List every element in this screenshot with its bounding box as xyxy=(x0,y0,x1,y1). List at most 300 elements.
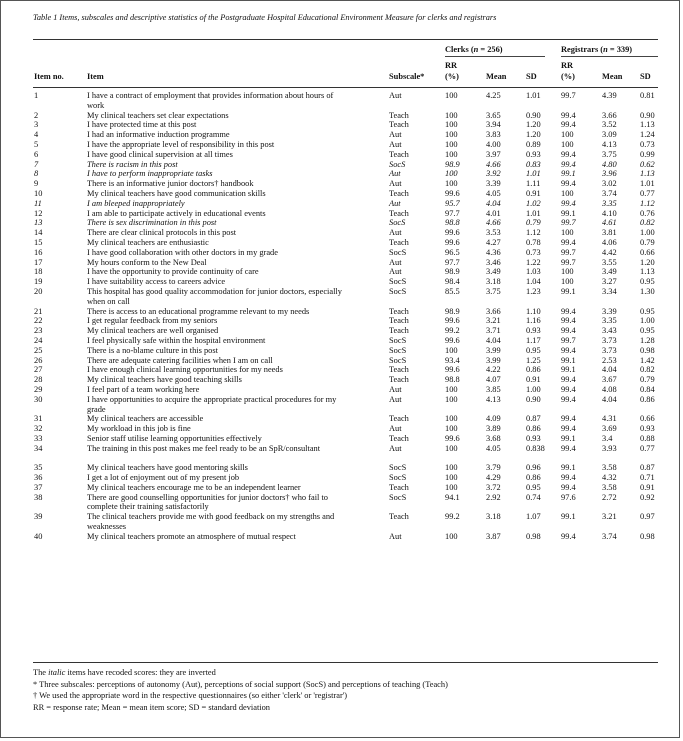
registrars-underline xyxy=(561,56,658,57)
subscale-header: Subscale* xyxy=(389,72,425,81)
registrars-rr-cell: 99.4 xyxy=(561,237,576,247)
table-row xyxy=(0,532,680,542)
clerks-mean-cell: 4.27 xyxy=(486,237,501,247)
registrars-rr-cell: 100 xyxy=(561,277,574,287)
registrars-sd-cell: 0.73 xyxy=(640,139,655,149)
subscale-cell: Aut xyxy=(389,130,402,140)
header-rule xyxy=(33,87,658,88)
clerks-mean-cell: 3.99 xyxy=(486,345,501,355)
table-row xyxy=(0,395,680,415)
item-text: My clinical teachers promote an atmosphere of mutual respect xyxy=(87,531,296,541)
subscale-cell: Teach xyxy=(389,120,409,130)
item-number: 25 xyxy=(34,345,43,355)
item-text: I have enough clinical learning opportunities for my needs xyxy=(87,365,283,375)
registrars-rr-cell: 99.1 xyxy=(561,208,576,218)
registrars-mean-cell: 3.93 xyxy=(602,443,617,453)
subscale-cell: Teach xyxy=(389,110,409,120)
registrars-rr-cell: 99.7 xyxy=(561,257,576,267)
clerks-mean-cell: 4.04 xyxy=(486,335,501,345)
subscale-cell: SocS xyxy=(389,473,407,483)
item-number: 3 xyxy=(34,120,39,130)
clerks-rr-cell: 99.2 xyxy=(445,512,460,522)
table-row xyxy=(0,238,680,248)
clerks-rr-cell: 100 xyxy=(445,149,458,159)
registrars-rr-cell: 100 xyxy=(561,139,574,149)
item-number: 32 xyxy=(34,424,43,434)
registrars-group-header xyxy=(561,45,632,54)
clerks-n-symbol: n xyxy=(473,45,479,54)
registrars-sd-cell: 1.13 xyxy=(640,169,655,179)
item-text: There are adequate catering facilities when I am on call xyxy=(87,355,273,365)
registrars-sd-cell: 1.20 xyxy=(640,257,655,267)
item-text: I get regular feedback from my seniors xyxy=(87,316,218,326)
clerks-sd-cell: 0.93 xyxy=(526,326,541,336)
subscale-cell: Aut xyxy=(389,198,401,208)
clerks-mean-cell: 3.92 xyxy=(486,169,501,179)
item-number: 7 xyxy=(34,159,39,169)
subscale-cell: Teach xyxy=(389,365,409,375)
clerks-count: = 256) xyxy=(478,45,503,54)
clerks-rr-cell: 99.6 xyxy=(445,237,460,247)
subscale-cell: Aut xyxy=(389,179,402,189)
item-text: I have suitability access to careers advice xyxy=(87,277,226,287)
clerks-mean-cell: 4.05 xyxy=(486,188,501,198)
clerks-mean-cell: 3.75 xyxy=(486,286,501,296)
registrars-prefix: Registrars ( xyxy=(561,45,604,54)
clerks-mean-cell: 3.53 xyxy=(486,228,501,238)
clerks-mean-cell: 3.72 xyxy=(486,482,501,492)
item-number: 16 xyxy=(34,247,43,257)
clerks-rr-cell: 100 xyxy=(445,139,458,149)
registrars-mean-cell: 3.73 xyxy=(602,345,617,355)
clerks-rr-cell: 100 xyxy=(445,179,458,189)
subscale-cell: SocS xyxy=(389,277,407,287)
table-row xyxy=(0,258,680,268)
clerks-rr-header-line2: (%) xyxy=(445,72,459,81)
item-text: The clinical teachers provide me with good feedback on my strengths and weaknesses xyxy=(87,512,335,532)
registrars-rr-cell: 99.4 xyxy=(561,149,576,159)
subscale-cell: SocS xyxy=(389,218,406,228)
item-text: There are clear clinical protocols in this post xyxy=(87,228,237,238)
subscale-cell: Teach xyxy=(389,414,409,424)
registrars-mean-cell: 4.42 xyxy=(602,247,617,257)
registrars-sd-cell: 1.12 xyxy=(640,198,655,208)
clerks-mean-cell: 3.94 xyxy=(486,120,501,130)
registrars-rr-cell: 99.4 xyxy=(561,110,576,120)
registrars-sd-cell: 0.98 xyxy=(640,345,655,355)
item-number: 18 xyxy=(34,267,43,277)
table-row xyxy=(0,209,680,219)
registrars-rr-cell: 99.1 xyxy=(561,355,576,365)
registrars-mean-cell: 2.72 xyxy=(602,492,617,502)
clerks-sd-cell: 1.25 xyxy=(526,355,541,365)
item-number: 26 xyxy=(34,355,43,365)
clerks-sd-cell: 0.90 xyxy=(526,394,541,404)
clerks-mean-cell: 3.99 xyxy=(486,355,501,365)
clerks-rr-cell: 85.5 xyxy=(445,286,460,296)
registrars-rr-cell: 99.4 xyxy=(561,482,576,492)
registrars-n-symbol: n xyxy=(603,45,608,54)
item-number: 20 xyxy=(34,286,43,296)
item-number: 21 xyxy=(34,306,43,316)
clerks-mean-cell: 4.66 xyxy=(486,159,501,169)
registrars-sd-cell: 0.93 xyxy=(640,424,655,434)
item-number: 39 xyxy=(34,512,43,522)
registrars-mean-header: Mean xyxy=(602,72,623,81)
registrars-mean-cell: 4.31 xyxy=(602,414,617,424)
item-number: 38 xyxy=(34,492,43,502)
clerks-sd-cell: 1.23 xyxy=(526,286,541,296)
subscale-cell: SocS xyxy=(389,355,407,365)
clerks-rr-cell: 100 xyxy=(445,384,458,394)
table-row xyxy=(0,385,680,395)
item-text: My clinical teachers are well organised xyxy=(87,326,219,336)
abbreviation-note: RR = response rate; Mean = mean item score; SD = standard deviation xyxy=(33,702,270,712)
item-text: I have opportunities to acquire the appropriate practical procedures for my grade xyxy=(87,394,337,414)
clerks-sd-cell: 1.16 xyxy=(526,316,541,326)
subscale-cell: SocS xyxy=(389,345,407,355)
clerks-rr-cell: 96.5 xyxy=(445,247,460,257)
subscale-cell: Aut xyxy=(389,443,402,453)
clerks-sd-cell: 1.20 xyxy=(526,130,541,140)
registrars-sd-cell: 0.77 xyxy=(640,188,655,198)
clerks-rr-cell: 99.6 xyxy=(445,335,460,345)
item-number: 28 xyxy=(34,375,43,385)
dagger-note: † We used the appropriate word in the respective questionnaires (so either 'clerk' or 'registrar') xyxy=(33,691,348,701)
registrars-rr-cell: 100 xyxy=(561,188,574,198)
clerks-prefix: Clerks ( xyxy=(445,45,474,54)
clerks-mean-cell: 3.79 xyxy=(486,463,501,473)
item-text: My clinical teachers set clear expectations xyxy=(87,110,229,120)
clerks-mean-cell: 3.21 xyxy=(486,316,501,326)
table-row xyxy=(0,424,680,434)
item-number: 33 xyxy=(34,433,43,443)
item-number: 30 xyxy=(34,394,43,404)
clerks-sd-cell: 0.86 xyxy=(526,473,541,483)
clerks-rr-cell: 99.6 xyxy=(445,228,460,238)
clerks-sd-cell: 0.74 xyxy=(526,492,541,502)
clerks-mean-cell: 4.29 xyxy=(486,473,501,483)
registrars-rr-cell: 100 xyxy=(561,130,574,140)
clerks-mean-cell: 4.00 xyxy=(486,139,501,149)
registrars-mean-cell: 3.58 xyxy=(602,463,617,473)
item-text: I had an informative induction programme xyxy=(87,130,230,140)
registrars-rr-cell: 100 xyxy=(561,267,574,277)
clerks-mean-cell: 3.89 xyxy=(486,424,501,434)
registrars-sd-cell: 0.86 xyxy=(640,394,655,404)
table-row xyxy=(0,140,680,150)
item-number: 19 xyxy=(34,277,43,287)
subscale-cell: Aut xyxy=(389,169,401,179)
item-header: Item xyxy=(87,72,104,81)
registrars-sd-cell: 0.88 xyxy=(640,433,655,443)
table-row xyxy=(0,434,680,444)
clerks-sd-cell: 0.93 xyxy=(526,149,541,159)
table-row xyxy=(0,512,680,532)
clerks-sd-cell: 0.83 xyxy=(526,159,541,169)
clerks-sd-cell: 0.78 xyxy=(526,237,541,247)
item-number: 37 xyxy=(34,482,43,492)
registrars-mean-cell: 4.80 xyxy=(602,159,617,169)
clerks-rr-header-line1: RR xyxy=(445,61,458,70)
item-text: My clinical teachers are enthusiastic xyxy=(87,237,209,247)
table-row xyxy=(0,287,680,307)
registrars-sd-cell: 0.79 xyxy=(640,375,655,385)
registrars-rr-header-line2: (%) xyxy=(561,72,575,81)
registrars-rr-cell: 99.4 xyxy=(561,306,576,316)
subscale-cell: Aut xyxy=(389,228,402,238)
clerks-mean-cell: 4.22 xyxy=(486,365,501,375)
registrars-rr-cell: 99.1 xyxy=(561,169,576,179)
registrars-sd-cell: 0.66 xyxy=(640,247,655,257)
clerks-mean-cell: 4.07 xyxy=(486,375,501,385)
registrars-mean-cell: 3.74 xyxy=(602,188,617,198)
table-row xyxy=(0,267,680,277)
subscale-cell: Teach xyxy=(389,375,409,385)
registrars-mean-cell: 4.39 xyxy=(602,91,617,100)
registrars-mean-cell: 3.09 xyxy=(602,130,617,140)
subscale-cell: Teach xyxy=(389,306,409,316)
item-number: 4 xyxy=(34,130,39,140)
clerks-rr-cell: 100 xyxy=(445,531,458,541)
clerks-rr-cell: 100 xyxy=(445,345,458,355)
subscale-cell: Aut xyxy=(389,424,402,434)
clerks-rr-cell: 100 xyxy=(445,424,458,434)
item-number: 35 xyxy=(34,463,43,473)
clerks-rr-cell: 99.6 xyxy=(445,188,460,198)
subscale-cell: Aut xyxy=(389,267,402,277)
item-no-header: Item no. xyxy=(34,72,64,81)
registrars-rr-header-line1: RR xyxy=(561,61,574,70)
subscale-cell: Teach xyxy=(389,326,409,336)
clerks-rr-cell: 98.8 xyxy=(445,375,460,385)
clerks-mean-cell: 3.87 xyxy=(486,531,501,541)
item-text: My clinical teachers have good mentoring skills xyxy=(87,463,248,473)
subscale-cell: Aut xyxy=(389,139,402,149)
clerks-sd-cell: 0.98 xyxy=(526,531,541,541)
clerks-mean-cell: 3.49 xyxy=(486,267,501,277)
item-text: My workload in this job is fine xyxy=(87,424,191,434)
clerks-mean-cell: 4.01 xyxy=(486,208,501,218)
item-text: The training in this post makes me feel ready to be an SpR/consultant xyxy=(87,443,321,453)
clerks-sd-cell: 1.04 xyxy=(526,277,541,287)
item-number: 23 xyxy=(34,326,43,336)
clerks-rr-cell: 100 xyxy=(445,443,458,453)
registrars-sd-cell: 0.82 xyxy=(640,218,655,228)
registrars-rr-cell: 99.4 xyxy=(561,198,576,208)
table-row xyxy=(0,277,680,287)
table-row xyxy=(0,473,680,483)
registrars-mean-cell: 3.58 xyxy=(602,482,617,492)
clerks-rr-cell: 94.1 xyxy=(445,492,460,502)
registrars-sd-cell: 0.77 xyxy=(640,443,655,453)
registrars-mean-cell: 3.34 xyxy=(602,286,617,296)
clerks-sd-cell: 0.89 xyxy=(526,139,541,149)
clerks-rr-cell: 100 xyxy=(445,414,458,424)
clerks-rr-cell: 100 xyxy=(445,169,458,179)
clerks-sd-cell: 0.96 xyxy=(526,463,541,473)
registrars-rr-cell: 99.4 xyxy=(561,120,576,130)
item-text: I have the appropriate level of responsibility in this post xyxy=(87,139,275,149)
registrars-mean-cell: 4.61 xyxy=(602,218,617,228)
subscale-cell: Aut xyxy=(389,384,402,394)
item-text: I feel part of a team working here xyxy=(87,384,200,394)
registrars-mean-cell: 4.04 xyxy=(602,365,617,375)
table-row xyxy=(0,169,680,179)
registrars-rr-cell: 99.1 xyxy=(561,463,576,473)
registrars-mean-cell: 3.27 xyxy=(602,277,617,287)
registrars-rr-cell: 99.4 xyxy=(561,384,576,394)
registrars-mean-cell: 3.52 xyxy=(602,120,617,130)
italic-note-text: items have recoded scores: they are inverted xyxy=(65,668,216,677)
table-row xyxy=(0,91,680,111)
registrars-rr-cell: 99.4 xyxy=(561,443,576,453)
table-notes xyxy=(33,667,673,713)
clerks-underline xyxy=(445,56,545,57)
clerks-rr-cell: 100 xyxy=(445,91,458,100)
subscale-cell: Aut xyxy=(389,257,402,267)
registrars-mean-cell: 4.32 xyxy=(602,473,617,483)
clerks-mean-cell: 4.13 xyxy=(486,394,501,404)
clerks-sd-cell: 0.95 xyxy=(526,482,541,492)
registrars-mean-cell: 3.81 xyxy=(602,228,617,238)
table-row xyxy=(0,346,680,356)
clerks-sd-cell: 0.91 xyxy=(526,188,541,198)
registrars-mean-cell: 3.69 xyxy=(602,424,617,434)
item-number: 36 xyxy=(34,473,43,483)
table-row xyxy=(0,307,680,317)
clerks-mean-cell: 3.18 xyxy=(486,512,501,522)
table-row xyxy=(0,130,680,140)
clerks-mean-cell: 4.25 xyxy=(486,91,501,100)
table-row xyxy=(0,316,680,326)
registrars-rr-cell: 99.4 xyxy=(561,159,576,169)
table-row xyxy=(0,160,680,170)
registrars-mean-cell: 3.75 xyxy=(602,149,617,159)
item-text: My clinical teachers have good communication skills xyxy=(87,188,266,198)
clerks-sd-cell: 1.03 xyxy=(526,267,541,277)
clerks-rr-cell: 99.6 xyxy=(445,365,460,375)
registrars-mean-cell: 3.55 xyxy=(602,257,617,267)
registrars-sd-cell: 1.24 xyxy=(640,130,655,140)
italic-word: italic xyxy=(48,668,66,677)
registrars-mean-cell: 3.35 xyxy=(602,198,617,208)
item-number: 8 xyxy=(34,169,39,179)
clerks-mean-cell: 3.18 xyxy=(486,277,501,287)
item-number: 12 xyxy=(34,208,43,218)
registrars-sd-cell: 0.76 xyxy=(640,208,655,218)
registrars-sd-cell: 0.97 xyxy=(640,512,655,522)
item-text: This hospital has good quality accommodation for junior doctors, especially when on call xyxy=(87,286,342,306)
registrars-sd-cell: 0.84 xyxy=(640,384,655,394)
registrars-rr-cell: 99.1 xyxy=(561,365,576,375)
subscale-cell: SocS xyxy=(389,286,407,296)
item-number: 15 xyxy=(34,237,43,247)
clerks-mean-cell: 3.68 xyxy=(486,433,501,443)
subscale-cell: Teach xyxy=(389,188,409,198)
clerks-rr-cell: 93.4 xyxy=(445,355,460,365)
item-text: I am able to participate actively in educational events xyxy=(87,208,266,218)
italic-note: The italic items have recoded scores: they are inverted xyxy=(33,668,216,677)
registrars-sd-cell: 0.87 xyxy=(640,463,655,473)
subscale-cell: SocS xyxy=(389,463,407,473)
clerks-mean-cell: 2.92 xyxy=(486,492,501,502)
clerks-rr-cell: 100 xyxy=(445,463,458,473)
subscale-cell: Teach xyxy=(389,433,409,443)
item-text: I am bleeped inappropriately xyxy=(87,198,185,208)
clerks-mean-cell: 3.71 xyxy=(486,326,501,336)
table-row xyxy=(0,179,680,189)
subscale-cell: Aut xyxy=(389,531,402,541)
table-row xyxy=(0,218,680,228)
registrars-rr-cell: 99.1 xyxy=(561,512,576,522)
table-row xyxy=(0,111,680,121)
clerks-sd-cell: 1.00 xyxy=(526,384,541,394)
clerks-sd-header: SD xyxy=(526,72,537,81)
registrars-sd-cell: 0.92 xyxy=(640,492,655,502)
item-number: 27 xyxy=(34,365,43,375)
item-text: I have protected time at this post xyxy=(87,120,197,130)
subscale-cell: SocS xyxy=(389,247,407,257)
registrars-mean-cell: 3.96 xyxy=(602,169,617,179)
subscale-cell: Teach xyxy=(389,512,409,522)
registrars-mean-cell: 3.66 xyxy=(602,110,617,120)
registrars-mean-cell: 3.49 xyxy=(602,267,617,277)
table-row xyxy=(0,375,680,385)
subscale-cell: SocS xyxy=(389,335,407,345)
registrars-sd-cell: 0.99 xyxy=(640,149,655,159)
registrars-mean-cell: 3.35 xyxy=(602,316,617,326)
clerks-rr-cell: 99.6 xyxy=(445,316,460,326)
registrars-mean-cell: 4.06 xyxy=(602,237,617,247)
registrars-sd-cell: 1.01 xyxy=(640,179,655,189)
clerks-rr-cell: 100 xyxy=(445,120,458,130)
clerks-sd-cell: 1.01 xyxy=(526,91,541,100)
item-text: I have the opportunity to provide continuity of care xyxy=(87,267,259,277)
registrars-mean-cell: 4.08 xyxy=(602,384,617,394)
clerks-mean-cell: 3.83 xyxy=(486,130,501,140)
item-number: 14 xyxy=(34,228,43,238)
item-text: I have good collaboration with other doctors in my grade xyxy=(87,247,278,257)
registrars-rr-cell: 99.7 xyxy=(561,218,576,228)
clerks-sd-cell: 1.20 xyxy=(526,120,541,130)
clerks-sd-cell: 1.10 xyxy=(526,306,541,316)
item-number: 31 xyxy=(34,414,43,424)
item-number: 34 xyxy=(34,443,43,453)
clerks-mean-cell: 3.66 xyxy=(486,306,501,316)
registrars-rr-cell: 99.4 xyxy=(561,326,576,336)
item-number: 13 xyxy=(34,218,43,228)
table-row xyxy=(0,356,680,366)
item-text: I have to perform inappropriate tasks xyxy=(87,169,213,179)
registrars-sd-cell: 1.00 xyxy=(640,228,655,238)
registrars-rr-cell: 99.1 xyxy=(561,286,576,296)
table-row xyxy=(0,150,680,160)
item-text: There is an informative junior doctors† handbook xyxy=(87,179,254,189)
clerks-sd-cell: 1.17 xyxy=(526,335,541,345)
registrars-rr-cell: 99.1 xyxy=(561,433,576,443)
table-row xyxy=(0,463,680,473)
item-text: I feel physically safe within the hospital environment xyxy=(87,335,266,345)
item-text: Senior staff utilise learning opportunities effectively xyxy=(87,433,262,443)
clerks-rr-cell: 98.8 xyxy=(445,218,460,228)
registrars-mean-cell: 3.74 xyxy=(602,531,617,541)
table-row xyxy=(0,228,680,238)
table-row xyxy=(0,483,680,493)
clerks-rr-cell: 97.7 xyxy=(445,208,460,218)
clerks-sd-cell: 1.12 xyxy=(526,228,541,238)
item-text: My clinical teachers are accessible xyxy=(87,414,204,424)
